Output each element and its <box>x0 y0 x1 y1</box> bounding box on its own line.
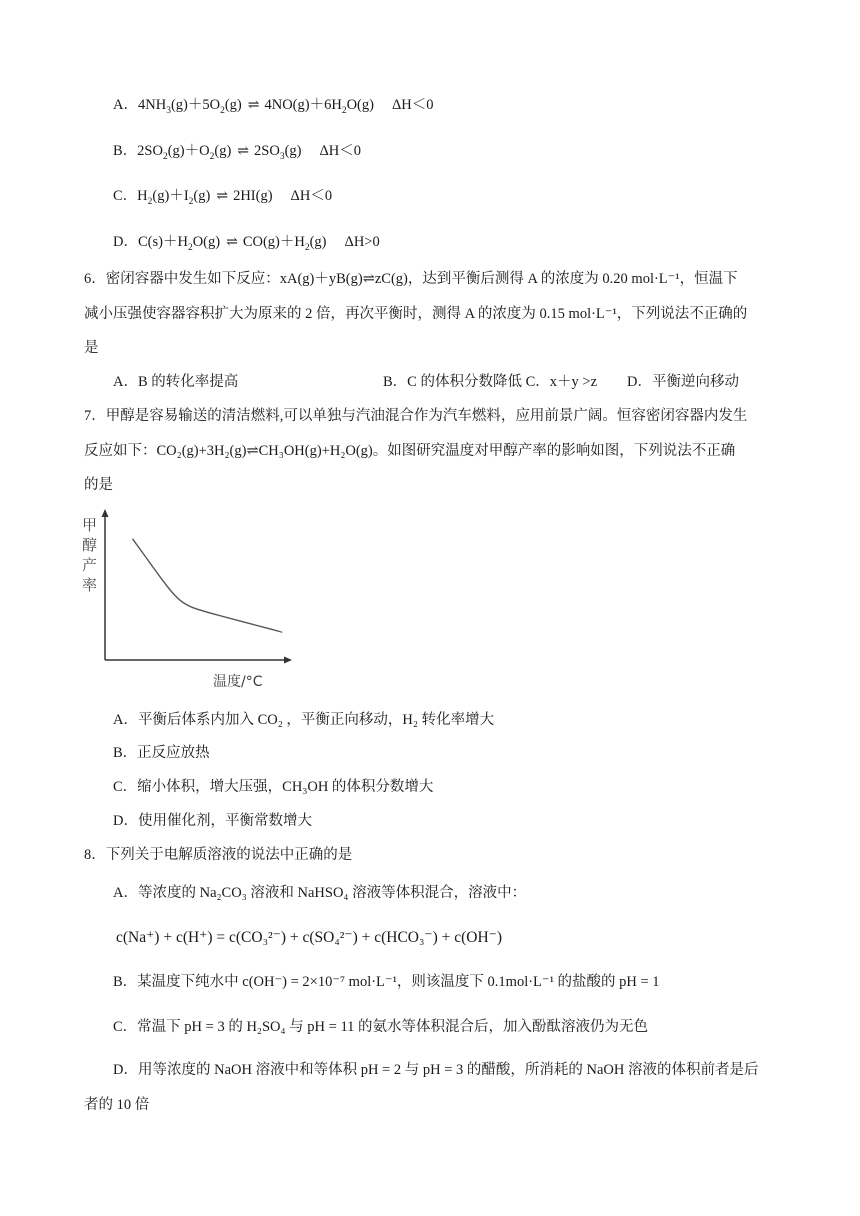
y-axis-label <box>82 516 97 594</box>
option-label: A． <box>113 97 138 113</box>
x-axis-label: 温度/°C <box>213 674 263 690</box>
q5d-dh: ΔH>0 <box>344 234 380 250</box>
q6-stem-line3: 是 <box>84 340 99 356</box>
q7-stem-line3: 的是 <box>84 477 113 493</box>
q8-stem: 8．下列关于电解质溶液的说法中正确的是 <box>84 847 353 863</box>
q5-option-d <box>113 232 380 253</box>
y-label-char: 醇 <box>82 536 98 554</box>
q8-option-c: C．常温下 pH = 3 的 H₂SO₄ 与 pH = 11 的氨水等体积混合后，加入酚酞溶液仍为无色 <box>113 1019 649 1035</box>
q7-stem-line2: 反应如下：CO₂(g)+3H₂(g)⇌CH₃OH(g)+H₂O(g)。如图研究温度对甲醇产率的影响如图，下列说法不正确 <box>84 443 736 459</box>
methanol-yield-chart <box>78 508 308 693</box>
option-label: C． <box>113 188 138 204</box>
q7-stem-line1: 7．甲醇是容易输送的清洁燃料,可以单独与汽油混合作为汽车燃料，应用前景广阔。恒容密闭容器内发生 <box>84 408 748 424</box>
y-label-char: 率 <box>82 576 98 594</box>
q8-option-b: B．某温度下纯水中 c(OH⁻) = 2×10⁻⁷ mol·L⁻¹，则该温度下 0.1mol·L⁻¹ 的盐酸的 pH = 1 <box>113 974 660 990</box>
equilibrium-arrow-icon: ⇌ <box>216 189 228 204</box>
y-axis-arrow-icon <box>102 509 109 517</box>
methanol-yield-curve <box>133 539 283 633</box>
option-label: B． <box>113 143 138 159</box>
equilibrium-arrow-icon: ⇌ <box>226 235 237 250</box>
q8-option-d-line1: D．用等浓度的 NaOH 溶液中和等体积 pH = 2 与 pH = 3 的醋酸，所消耗的 NaOH 溶液的体积前者是后 <box>113 1062 759 1078</box>
y-label-char: 产 <box>82 556 98 574</box>
q8-option-a-line1: A．等浓度的 Na₂CO₃ 溶液和 NaHSO₄ 溶液等体积混合，溶液中： <box>113 885 527 901</box>
q5c-lhs: $H_2(g)+I_2(g)$ <box>137 188 211 207</box>
q6-option-bc: B．C 的体积分数降低 C．x＋y >z <box>383 374 598 390</box>
q6-stem-line2: 减小压强使容器容积扩大为原来的 2 倍，再次平衡时，测得 A 的浓度为 0.15 mol·L⁻¹，下列说法不正确的 <box>84 306 748 322</box>
q5a-lhs: $4NH_3(g)+5O_2(g)$ <box>137 97 242 116</box>
q5-option-a <box>113 95 434 116</box>
equilibrium-arrow-icon: ⇌ <box>247 98 259 113</box>
q6-option-d: D．平衡逆向移动 <box>627 374 739 390</box>
q7-option-c: C．缩小体积，增大压强，CH₃OH 的体积分数增大 <box>113 779 434 795</box>
q7-option-b: B．正反应放热 <box>113 745 210 761</box>
equilibrium-arrow-icon: ⇌ <box>237 144 249 159</box>
q5b-dh: ΔH＜0 <box>319 143 362 159</box>
q5-option-b <box>113 141 361 162</box>
q5d-rhs: $CO(g)+H_2(g)$ <box>242 234 327 253</box>
q5-option-c <box>113 186 332 207</box>
q8-option-a-equation: c(Na⁺) + c(H⁺) = c(CO₃²⁻) + c(SO₄²⁻) + c(HCO₃⁻) + c(OH⁻) <box>116 929 502 946</box>
q5c-rhs: 2HI(g) <box>233 188 273 204</box>
q5d-lhs: $C(s)+H_2O(g)$ <box>137 234 221 253</box>
y-label-char: 甲 <box>82 516 98 534</box>
q6-option-a: A．B 的转化率提高 <box>113 374 239 390</box>
x-axis-arrow-icon <box>284 657 292 664</box>
q5b-rhs: $2SO_3(g)$ <box>254 143 302 162</box>
option-label: D． <box>113 234 138 250</box>
q7-option-d: D．使用催化剂，平衡常数增大 <box>113 813 312 829</box>
q8-option-d-line2: 者的 10 倍 <box>84 1097 150 1113</box>
q5a-dh: ΔH＜0 <box>391 97 434 113</box>
q5a-rhs: $4NO(g)+6H_2O(g)$ <box>264 97 374 116</box>
q5b-lhs: $2SO_2(g)+O_2(g)$ <box>137 143 232 162</box>
q7-option-a: A．平衡后体系内加入 CO₂ ，平衡正向移动，H₂ 转化率增大 <box>113 712 495 728</box>
q5c-dh: ΔH＜0 <box>290 188 333 204</box>
q6-stem-line1: 6．密闭容器中发生如下反应：xA(g)＋yB(g)⇌zC(g)，达到平衡后测得 A 的浓度为 0.20 mol·L⁻¹，恒温下 <box>84 271 738 287</box>
